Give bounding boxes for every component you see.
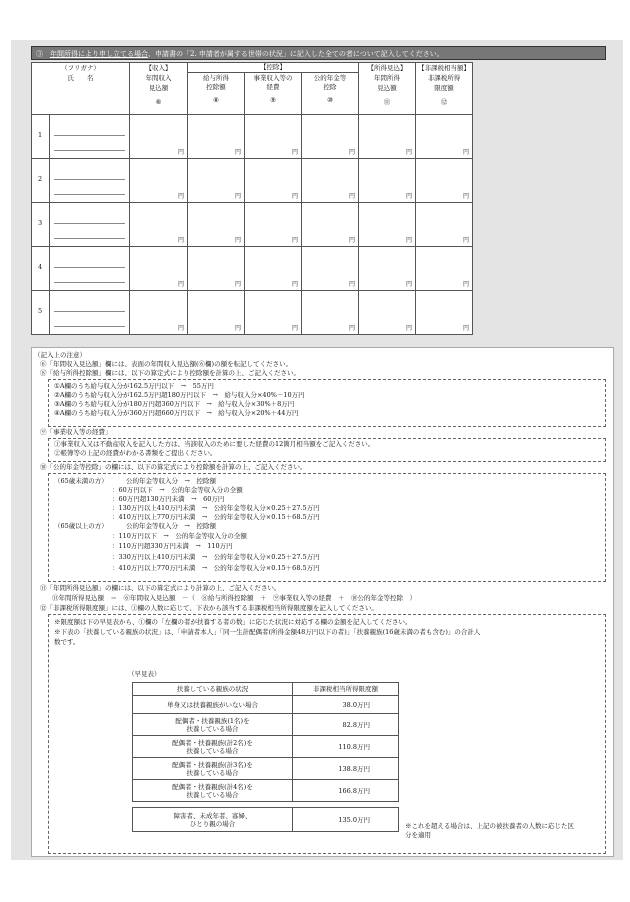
row-number: 1 (32, 115, 50, 159)
quick-table-row: 配偶者・扶養親族(計4名)を 扶養している場合 166.8万円 (133, 780, 399, 802)
quick-table-extra-row: 障害者、未成年者、寡婦、 ひとり親の場合 135.0万円 (133, 808, 399, 832)
annual-field[interactable]: 円 (359, 159, 416, 203)
name-field[interactable] (50, 291, 130, 335)
income-field[interactable]: 円 (130, 115, 188, 159)
income-field[interactable]: 円 (130, 291, 188, 335)
name-field[interactable] (50, 159, 130, 203)
income-field[interactable]: 円 (130, 203, 188, 247)
income-table (31, 62, 473, 335)
row-number: 4 (32, 247, 50, 291)
table-row (32, 291, 473, 335)
salary-field[interactable]: 円 (188, 159, 245, 203)
banner-text: 、申請書の「2. 申請者が属する世帯の状況」に記入した全ての者について記入してください。 (148, 50, 444, 58)
annual-field[interactable]: 円 (359, 291, 416, 335)
name-field[interactable] (50, 203, 130, 247)
note-8-item: ③A欄のうち給与収入分が180万円超360万円以下 → 給与収入分×30%＋8万円 (54, 400, 295, 408)
quick-table (132, 682, 399, 832)
quick-table-row: 単身又は扶養親族がいない場合 38.0万円 (133, 696, 399, 714)
income-field[interactable]: 円 (130, 159, 188, 203)
header-business: 事業収入等の 経費 ⑨ (245, 73, 302, 114)
pension-field[interactable]: 円 (302, 159, 359, 203)
annual-field[interactable]: 円 (359, 203, 416, 247)
quick-table-row: 配偶者・扶養親族(計2名)を 扶養している場合 110.8万円 (133, 736, 399, 758)
business-field[interactable]: 円 (245, 247, 302, 291)
over-65-item: ：410万円以上770万円未満 → 公的年金等収入分×0.15＋68.5万円 (112, 564, 320, 572)
table-row (32, 203, 473, 247)
header-name: （フリガナ） 氏 名 (32, 63, 130, 115)
notes-section (31, 347, 614, 857)
banner-mark: ③ (36, 50, 43, 58)
income-field[interactable]: 円 (130, 247, 188, 291)
banner-underlined-text: 年間所得により申し立てる場合 (50, 50, 148, 58)
business-field[interactable]: 円 (245, 291, 302, 335)
over-65-item: ：110万円超330万円未満 → 110万円 (112, 542, 233, 550)
under-65-item: ：60万円超130万円未満 → 60万円 (112, 495, 225, 503)
name-field[interactable] (50, 115, 130, 159)
header-deduction-group (188, 63, 359, 115)
salary-field[interactable]: 円 (188, 203, 245, 247)
row-number: 3 (32, 203, 50, 247)
under-65-item: ：410万円以上770万円未満 → 公的年金等収入分×0.15＋68.5万円 (112, 513, 320, 521)
under-65-item: ：130万円以上410万円未満 → 公的年金等収入分×0.25＋27.5万円 (112, 504, 320, 512)
note-9: ⑨「事業収入等の経費」 (40, 428, 112, 436)
quick-note: ※これを超える場合は、上記の被扶養者の人数に応じた区 (405, 822, 574, 830)
note-6: ⑥「年間収入見込額」欄には、表面の年間収入見込額(⑥欄)の額を転記してください。 (40, 360, 293, 368)
pension-field[interactable]: 円 (302, 203, 359, 247)
nontax-field[interactable]: 円 (416, 115, 473, 159)
business-field[interactable]: 円 (245, 159, 302, 203)
under-65-title: （65歳未満の方） (54, 477, 108, 485)
note-11-formula: ⑪年間所得見込額 ＝ ⑥年間収入見込額 －（ ⑧給与所得控除額 ＋ ⑨事業収入等の経費 ＋ ⑩公的年金等控除 ） (52, 594, 416, 602)
pension-field[interactable]: 円 (302, 291, 359, 335)
nontax-field[interactable]: 円 (416, 291, 473, 335)
header-pension: 公的年金等 控除 ⑩ (313, 74, 347, 104)
note-12: ⑫「非課税所得限度額」には、①欄の人数に応じて、下表から該当する非課税相当所得限度額を記入してください。 (40, 604, 378, 612)
name-field[interactable] (50, 247, 130, 291)
deduction-group-label: 【控除】 (188, 63, 358, 73)
salary-field[interactable]: 円 (188, 115, 245, 159)
table-row (32, 247, 473, 291)
notes-title: （記入上の注意） (34, 351, 86, 359)
quick-table-header (133, 683, 399, 696)
table-row (32, 159, 473, 203)
note-8: ⑧「給与所得控除額」欄には、以下の算定式により控除額を計算の上、ご記入ください。 (40, 369, 300, 377)
over-65-title: （65歳以上の方） (54, 522, 108, 530)
quick-header-limit: 非課税相当所得限度額 (293, 683, 399, 696)
pension-field[interactable]: 円 (302, 247, 359, 291)
nontax-field[interactable]: 円 (416, 159, 473, 203)
note-12-item: ※限度額は下の早見表から、①欄の「左欄の者が扶養する者の数」に応じた状況に対応する欄の金額を記入してください。 (54, 618, 412, 626)
under-65-head: 公的年金等収入分 → 控除額 (126, 477, 216, 485)
table-row (32, 115, 473, 159)
note-8-item: ①A欄のうち給与収入分が162.5万円以下 → 55万円 (54, 382, 214, 390)
form-page (11, 40, 623, 860)
header-nontax: 【非課税相当額】 非課税所得 限度額 ⑫ (416, 63, 473, 115)
header-salary: 給与所得 控除額 ⑧ (188, 73, 245, 114)
annual-field[interactable]: 円 (359, 115, 416, 159)
business-field[interactable]: 円 (245, 203, 302, 247)
quick-table-title: （早見表） (128, 670, 161, 678)
row-number: 5 (32, 291, 50, 335)
quick-note: 分を適用 (405, 831, 431, 839)
row-number: 2 (32, 159, 50, 203)
note-12-item: 数です。 (54, 638, 80, 646)
note-12-item: ※下表の「扶養している親族の状況」は、「申請者本人」「同一生計配偶者(所得金額48万円以下の者)」「扶養親族(16歳未満の者も含む)」の合計人 (54, 628, 481, 636)
annual-field[interactable]: 円 (359, 247, 416, 291)
note-9-item: ①事業収入又は不動産収入を記入した方は、当該収入のために要した経費の12箇月相当額をご記入ください。 (54, 440, 375, 448)
quick-header-status: 扶養している親族の状況 (133, 683, 293, 696)
over-65-item: ：110万円以下 → 公的年金等収入分の全額 (112, 532, 247, 540)
section-banner (31, 46, 606, 60)
note-11: ⑪「年間所得見込額」の欄には、以下の算定式により計算の上、ご記入ください。 (40, 584, 281, 592)
business-field[interactable]: 円 (245, 115, 302, 159)
nontax-field[interactable]: 円 (416, 247, 473, 291)
note-8-item: ②A欄のうち給与収入分が162.5万円超180万円以下 → 給与収入分×40%－10万円 (54, 391, 305, 399)
header-income: 【収入】 年間収入 見込額 ⑥ (130, 63, 188, 115)
nontax-field[interactable]: 円 (416, 203, 473, 247)
quick-table-row: 配偶者・扶養親族(1名)を 扶養している場合 82.8万円 (133, 714, 399, 736)
note-10: ⑩「公的年金等控除」の欄には、以下の算定式により控除額を計算の上、ご記入ください。 (40, 463, 307, 471)
over-65-head: 公的年金等収入分 → 控除額 (126, 522, 216, 530)
under-65-item: ：60万円以下 → 公的年金等収入分の全額 (112, 486, 243, 494)
pension-field[interactable]: 円 (302, 115, 359, 159)
table-header-row (32, 63, 473, 115)
note-8-item: ④A欄のうち給与収入分が360万円超660万円以下 → 給与収入分×20%＋44万円 (54, 409, 299, 417)
salary-field[interactable]: 円 (188, 291, 245, 335)
quick-table-row: 配偶者・扶養親族(計3名)を 扶養している場合 138.8万円 (133, 758, 399, 780)
note-9-item: ②帳簿等の上記の経費がわかる書類をご提出ください。 (54, 449, 217, 457)
header-annual: 【所得見込】 年間所得 見込額 ⑪ (359, 63, 416, 115)
over-65-item: ：330万円以上410万円未満 → 公的年金等収入分×0.25＋27.5万円 (112, 553, 320, 561)
salary-field[interactable]: 円 (188, 247, 245, 291)
